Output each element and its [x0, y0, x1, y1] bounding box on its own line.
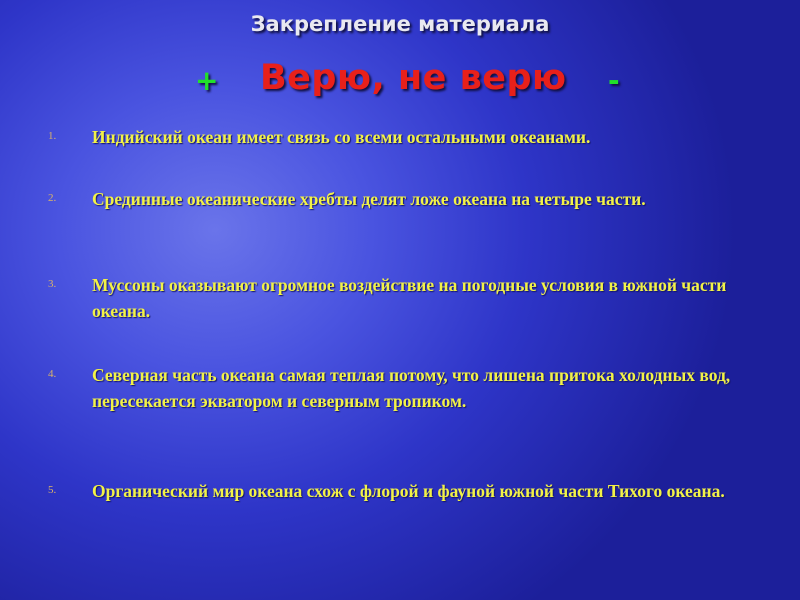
statement-text: Муссоны оказывают огромное воздействие на погодные условия в южной части океана.: [92, 275, 727, 321]
statement-text: Индийский океан имеет связь со всеми остальными океанами.: [92, 127, 591, 147]
statement-text: Срединные океанические хребты делят ложе океана на четыре части.: [92, 189, 646, 209]
statement-text: Северная часть океана самая теплая потому, что лишена притока холодных вод, пересекается экватором и северным тропиком.: [92, 365, 731, 411]
statement-number: 2.: [48, 192, 57, 204]
plus-sign: +: [195, 64, 219, 97]
statement-number: 1.: [48, 130, 57, 142]
statement-number: 3.: [48, 278, 57, 290]
statement-number: 4.: [48, 368, 57, 380]
statement-number: 5.: [48, 484, 57, 496]
minus-sign: -: [608, 64, 620, 97]
subtitle-text: Верю, не верю: [260, 58, 567, 98]
statement-text: Органический мир океана схож с флорой и фауной южной части Тихого океана.: [92, 481, 725, 501]
slide-heading: Закрепление материала: [250, 12, 550, 36]
